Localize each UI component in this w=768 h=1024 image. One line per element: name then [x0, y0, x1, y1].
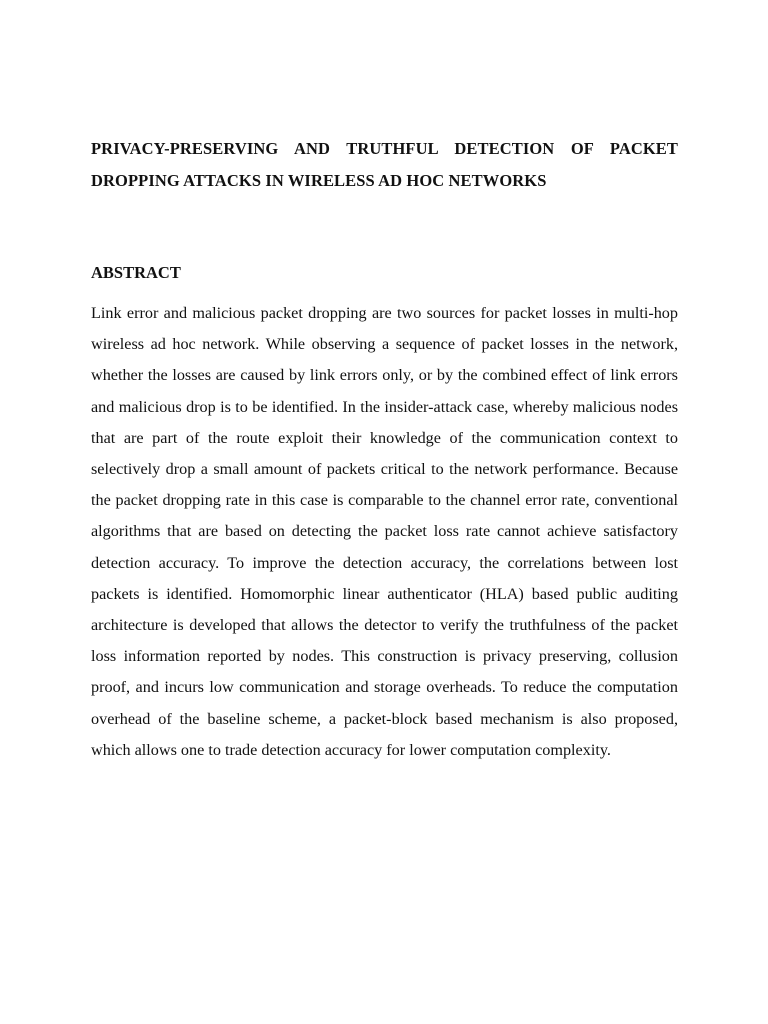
paper-title: PRIVACY-PRESERVING AND TRUTHFUL DETECTION OF PACKET DROPPING ATTACKS IN WIRELESS AD HOC NETWORKS: [91, 139, 678, 190]
abstract-heading: ABSTRACT: [91, 263, 181, 282]
abstract-paragraph: Link error and malicious packet dropping are two sources for packet losses in multi-hop wireless ad hoc network. While observing a sequence of packet losses in the network, whether the losses are caused by link errors only, or by the combined effect of link errors and malicious drop is to be identified. In the insider-attack case, whereby malicious nodes that are part of the route exploit their knowledge of the communication context to selectively drop a small amount of packets critical to the network performance. Because the packet dropping rate in this case is comparable to the channel error rate, conventional algorithms that are based on detecting the packet loss rate cannot achieve satisfactory detection accuracy. To improve the detection accuracy, the correlations between lost packets is identified. Homomorphic linear authenticator (HLA) based public auditing architecture is developed that allows the detector to verify the truthfulness of the packet loss information reported by nodes. This construction is privacy preserving, collusion proof, and incurs low communication and storage overheads. To reduce the computation overhead of the baseline scheme, a packet-block based mechanism is also proposed, which allows one to trade detection accuracy for lower computation complexity.: [91, 304, 678, 759]
document-content: [91, 133, 678, 766]
